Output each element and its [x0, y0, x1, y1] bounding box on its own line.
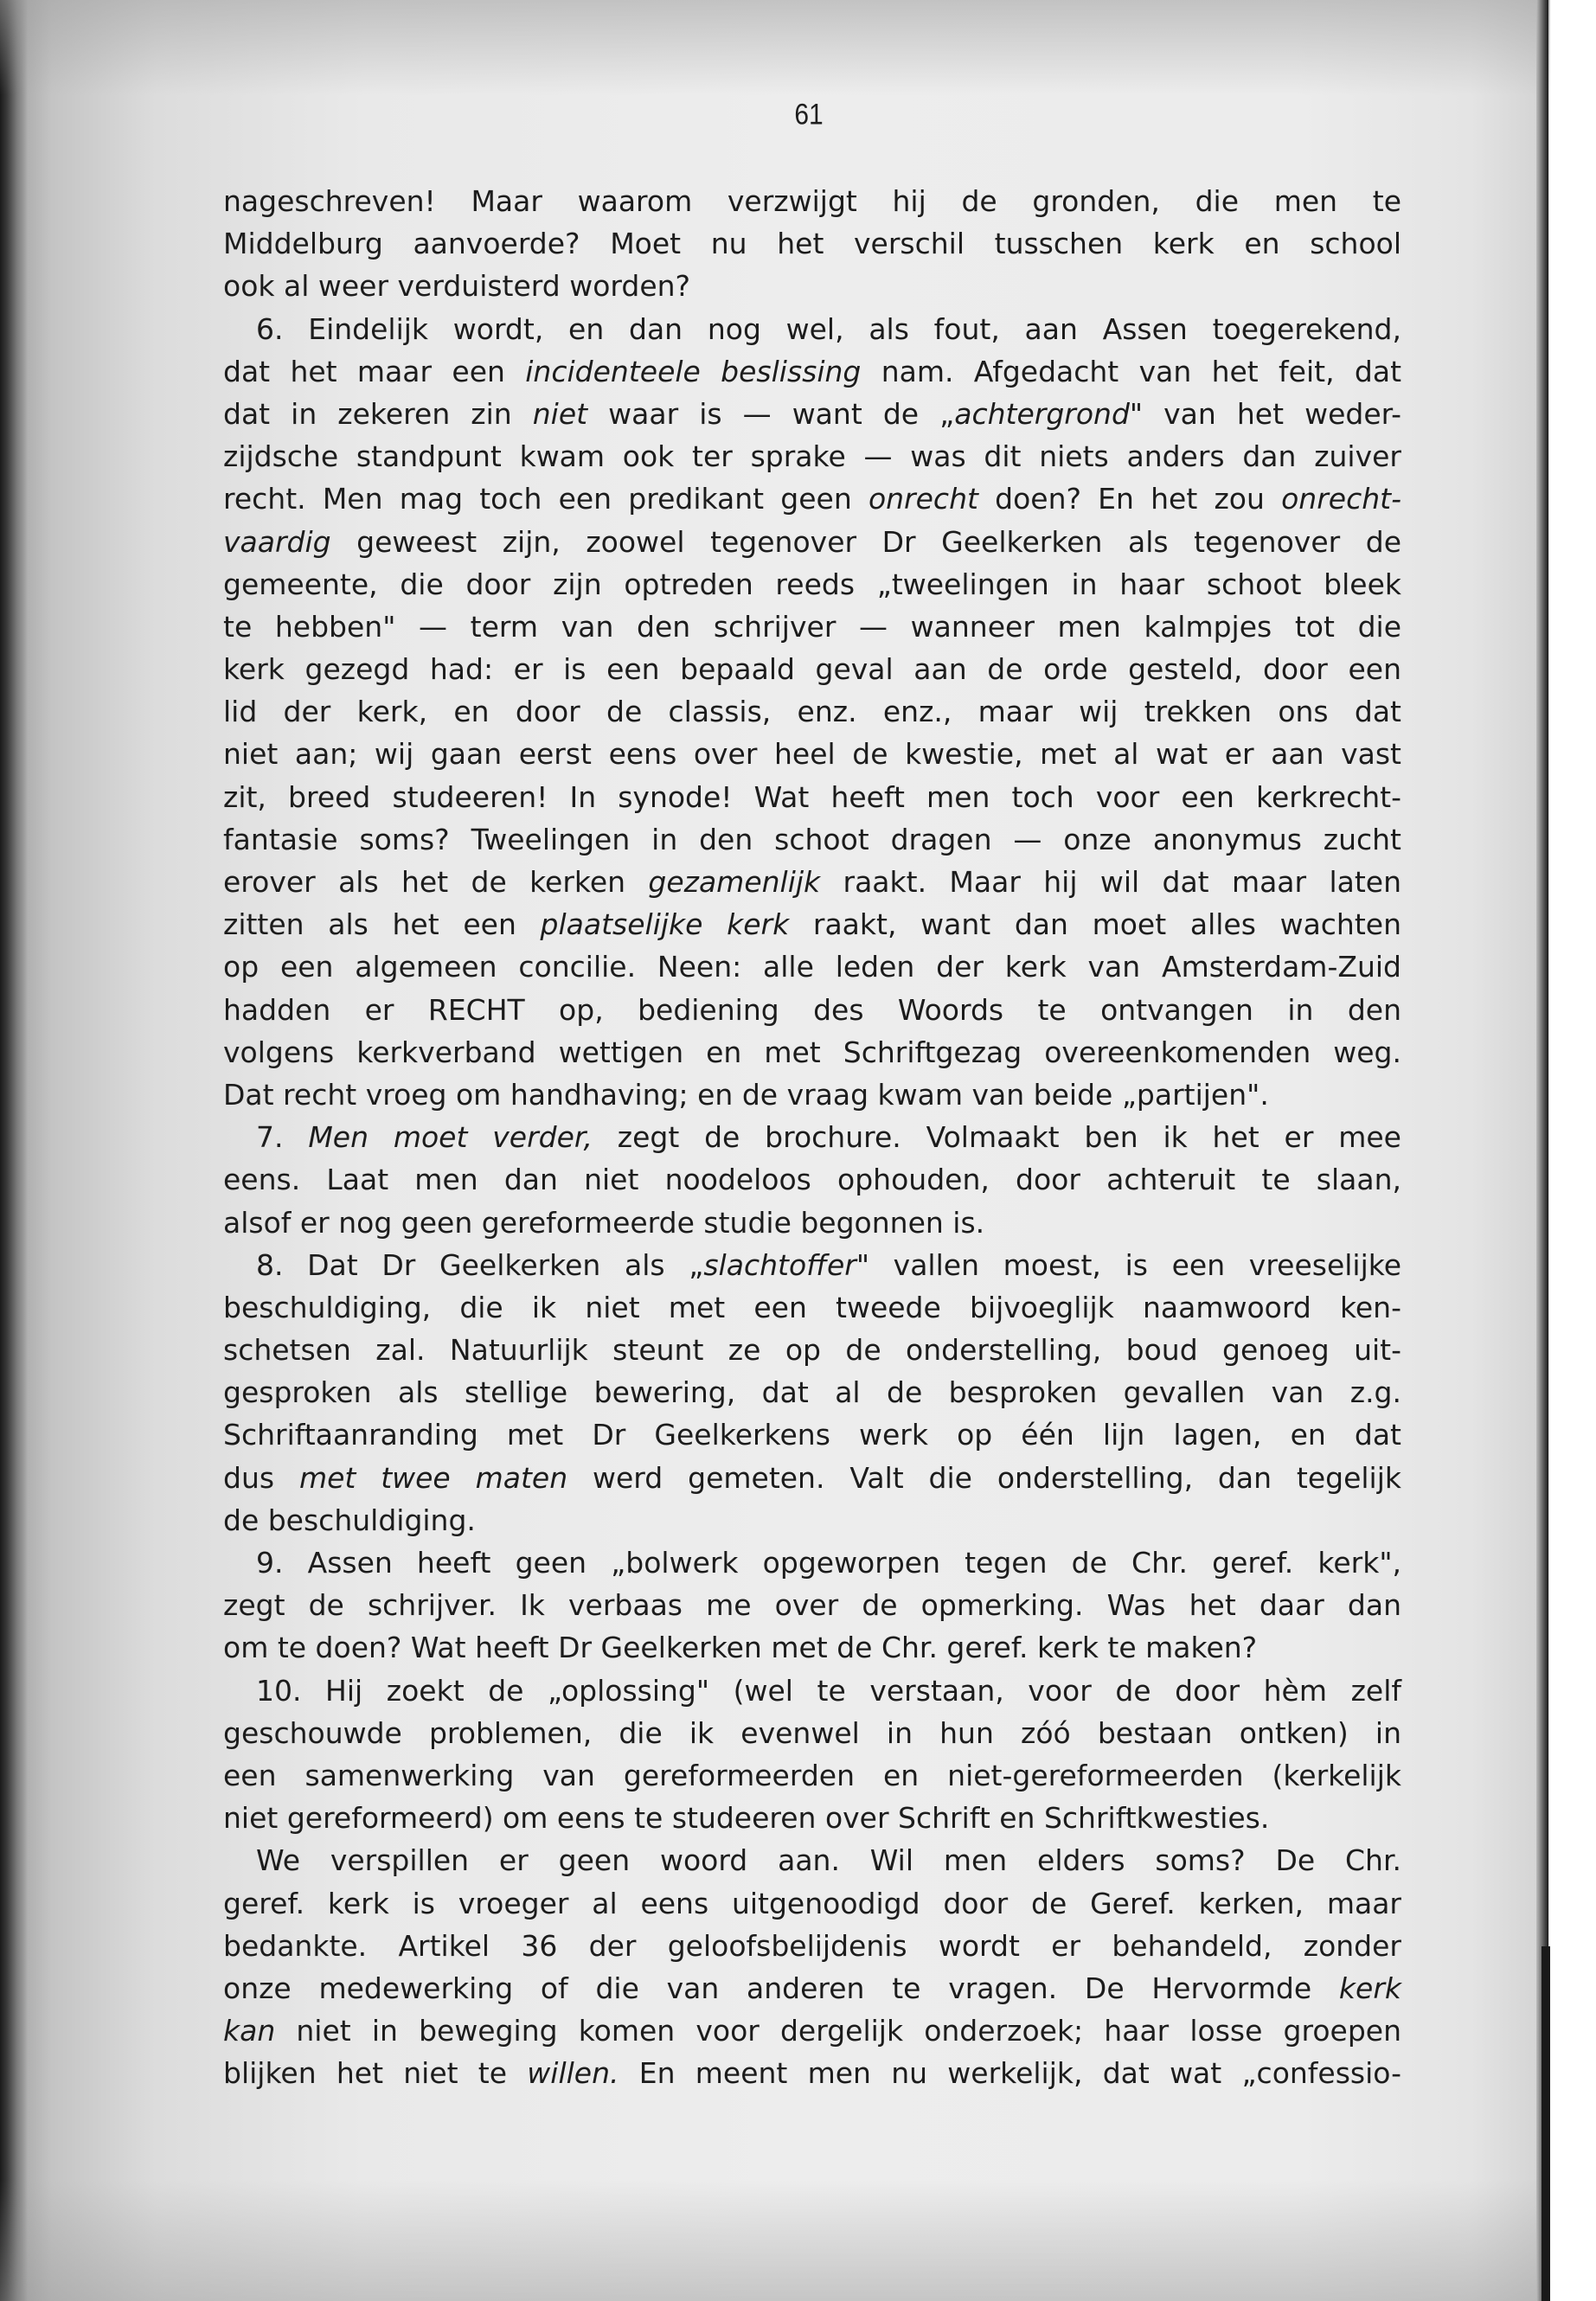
- italic-text: kan: [223, 2014, 276, 2048]
- text-run: geweest zijn, zoowel tegenover Dr Geelkerken als tegenover de: [330, 524, 1401, 559]
- text-run: beschuldiging, die ik niet met een tweede bijvoeglijk naamwoord ken-: [223, 1290, 1401, 1324]
- text-run: schetsen zal. Natuurlijk steunt ze op de onderstelling, boud genoeg uit-: [223, 1333, 1401, 1368]
- text-run: nageschreven! Maar waarom verzwijgt hij de gronden, die men te: [223, 184, 1401, 218]
- italic-text: willen.: [527, 2056, 619, 2091]
- text-line: [223, 776, 1401, 818]
- text-run: We verspillen er geen woord aan. Wil men elders soms? De Chr.: [256, 1843, 1401, 1878]
- italic-text: achtergrond: [954, 396, 1130, 431]
- text-run: hadden er RECHT op, bediening des Woords te ontvangen in den: [223, 992, 1401, 1027]
- text-line: [223, 1882, 1401, 1925]
- text-line: [223, 1670, 1401, 1712]
- text-line: [223, 308, 1401, 350]
- text-line: [223, 1967, 1401, 2009]
- text-run: de beschuldiging.: [223, 1503, 476, 1537]
- text-run: bedankte. Artikel 36 der geloofsbelijdenis wordt er behandeld, zonder: [223, 1928, 1401, 1963]
- italic-text: incidenteele beslissing: [525, 354, 862, 388]
- text-run: eens. Laat men dan niet noodeloos ophouden, door achteruit te slaan,: [223, 1163, 1401, 1197]
- text-run: niet aan; wij gaan eerst eens over heel de kwestie, met al wat er aan vast: [223, 737, 1401, 772]
- text-line: [223, 903, 1401, 945]
- text-run: zit, breed studeeren! In synode! Wat heeft men toch voor een kerkrecht-: [223, 779, 1401, 814]
- text-run: recht. Men mag toch een predikant geen: [223, 482, 869, 516]
- text-run: dat in zekeren zin: [223, 396, 533, 431]
- page-top-shade: [0, 0, 1557, 95]
- text-run: doen? En het zou: [977, 482, 1282, 516]
- italic-text: plaatselijke kerk: [540, 907, 790, 942]
- page-number: 61: [794, 98, 824, 131]
- text-line: [223, 1329, 1401, 1371]
- text-run: om te doen? Wat heeft Dr Geelkerken met de Chr. geref. kerk te maken?: [223, 1631, 1258, 1665]
- text-run: zitten als het een: [223, 907, 541, 942]
- text-run: op een algemeen concilie. Neen: alle leden der kerk van Amsterdam-Zuid: [223, 950, 1401, 984]
- text-run: 8. Dat Dr Geelkerken als „: [256, 1247, 704, 1282]
- text-run: Middelburg aanvoerde? Moet nu het verschil tusschen kerk en school: [223, 227, 1401, 261]
- text-line: [223, 563, 1401, 606]
- text-line: [223, 1371, 1401, 1413]
- italic-text: met twee maten: [298, 1460, 568, 1495]
- italic-text: onrecht-: [1281, 482, 1401, 516]
- text-run: zegt de schrijver. Ik verbaas me over de opmerking. Was het daar dan: [223, 1588, 1401, 1623]
- italic-text: Men moet verder,: [308, 1120, 593, 1155]
- page-left-edge-shadow: [0, 0, 28, 2301]
- text-run: dat het maar een: [223, 354, 526, 388]
- text-line: [223, 690, 1401, 733]
- text-run: geref. kerk is vroeger al eens uitgenoodigd door de Geref. kerken, maar: [223, 1886, 1401, 1920]
- text-run: Schriftaanranding met Dr Geelkerkens werk op één lijn lagen, en dat: [223, 1418, 1401, 1452]
- text-run: volgens kerkverband wettigen en met Schriftgezag overeenkomenden weg.: [223, 1035, 1401, 1069]
- text-run: zegt de brochure. Volmaakt ben ik het er mee: [592, 1120, 1401, 1155]
- text-run: waar is — want de „: [587, 396, 955, 431]
- text-line: [223, 1541, 1401, 1584]
- text-line: [223, 2052, 1401, 2094]
- text-run: raakt. Maar hij wil dat maar laten: [820, 865, 1401, 899]
- text-line: [223, 2009, 1401, 2052]
- italic-text: slachtoffer: [703, 1247, 856, 1282]
- text-line: [223, 648, 1401, 690]
- italic-text: kerk: [1338, 1971, 1401, 2005]
- scan-white-margin: [1550, 0, 1596, 2301]
- text-line: [223, 521, 1401, 563]
- text-line: [223, 350, 1401, 393]
- text-line: [223, 1626, 1401, 1669]
- text-line: [223, 1158, 1401, 1201]
- text-run: niet in beweging komen voor dergelijk onderzoek; haar losse groepen: [275, 2014, 1401, 2048]
- text-run: werd gemeten. Valt die onderstelling, dan tegelijk: [567, 1460, 1401, 1495]
- text-line: [223, 1925, 1401, 1967]
- text-line: [223, 1754, 1401, 1797]
- text-run: alsof er nog geen gereformeerde studie begonnen is.: [223, 1205, 985, 1240]
- text-line: [223, 1413, 1401, 1456]
- text-run: kerk gezegd had: er is een bepaald geval aan de orde gesteld, door een: [223, 652, 1401, 687]
- text-line: [223, 478, 1401, 520]
- text-run: gesproken als stellige bewering, dat al de besproken gevallen van z.g.: [223, 1375, 1401, 1410]
- text-line: [223, 818, 1401, 861]
- text-line: [223, 393, 1401, 435]
- text-run: lid der kerk, en door de classis, enz. enz., maar wij trekken ons dat: [223, 695, 1401, 729]
- text-line: [223, 1712, 1401, 1754]
- text-run: 7.: [256, 1120, 309, 1155]
- text-line: [223, 945, 1401, 988]
- text-run: zijdsche standpunt kwam ook ter sprake — was dit niets anders dan zuiver: [223, 439, 1401, 474]
- text-line: [223, 1202, 1401, 1244]
- text-line: [223, 222, 1401, 265]
- text-run: raakt, want dan moet alles wachten: [789, 907, 1402, 942]
- italic-text: niet: [532, 396, 588, 431]
- text-line: [223, 1457, 1401, 1499]
- page-bottom-shade: [0, 2180, 1557, 2301]
- text-run: 6. Eindelijk wordt, en dan nog wel, als fout, aan Assen toegerekend,: [256, 311, 1401, 346]
- text-line: [223, 1286, 1401, 1329]
- text-line: [223, 989, 1401, 1031]
- text-run: " vallen moest, is een vreeselijke: [856, 1247, 1402, 1282]
- italic-text: gezamenlijk: [648, 865, 821, 899]
- text-run: ook al weer verduisterd worden?: [223, 269, 691, 304]
- text-line: [223, 265, 1401, 307]
- text-line: [223, 1797, 1401, 1839]
- text-line: [223, 435, 1401, 478]
- text-line: [223, 1584, 1401, 1626]
- text-run: onze medewerking of die van anderen te vragen. De Hervormde: [223, 1971, 1339, 2005]
- text-run: niet gereformeerd) om eens te studeeren over Schrift en Schriftkwesties.: [223, 1801, 1270, 1836]
- text-line: [223, 1499, 1401, 1541]
- text-run: te hebben" — term van den schrijver — wanneer men kalmpjes tot die: [223, 609, 1401, 644]
- text-run: En meent men nu werkelijk, dat wat „confessio-: [619, 2056, 1401, 2091]
- text-run: fantasie soms? Tweelingen in den schoot dragen — onze anonymus zucht: [223, 822, 1401, 856]
- text-run: 10. Hij zoekt de „oplossing" (wel te verstaan, voor de door hèm zelf: [256, 1673, 1401, 1708]
- text-run: geschouwde problemen, die ik evenwel in hun zóó bestaan ontken) in: [223, 1715, 1401, 1750]
- italic-text: vaardig: [223, 524, 331, 559]
- body-text: [223, 180, 1401, 2094]
- text-run: een samenwerking van gereformeerden en niet-gereformeerden (kerkelijk: [223, 1758, 1401, 1792]
- text-run: blijken het niet te: [223, 2056, 528, 2091]
- text-run: nam. Afgedacht van het feit, dat: [861, 354, 1402, 388]
- text-line: [223, 1839, 1401, 1881]
- text-run: gemeente, die door zijn optreden reeds „tweelingen in haar schoot bleek: [223, 567, 1401, 601]
- text-run: Dat recht vroeg om handhaving; en de vraag kwam van beide „partijen".: [223, 1077, 1269, 1112]
- text-line: [223, 1244, 1401, 1286]
- text-line: [223, 606, 1401, 648]
- text-line: [223, 180, 1401, 222]
- text-line: [223, 1074, 1401, 1116]
- italic-text: onrecht: [868, 482, 978, 516]
- text-line: [223, 1116, 1401, 1158]
- text-line: [223, 861, 1401, 903]
- text-run: 9. Assen heeft geen „bolwerk opgeworpen tegen de Chr. geref. kerk",: [256, 1546, 1401, 1580]
- text-line: [223, 1031, 1401, 1074]
- text-run: dus: [223, 1460, 299, 1495]
- text-run: " van het weder-: [1129, 396, 1401, 431]
- text-run: erover als het de kerken: [223, 865, 649, 899]
- text-line: [223, 733, 1401, 775]
